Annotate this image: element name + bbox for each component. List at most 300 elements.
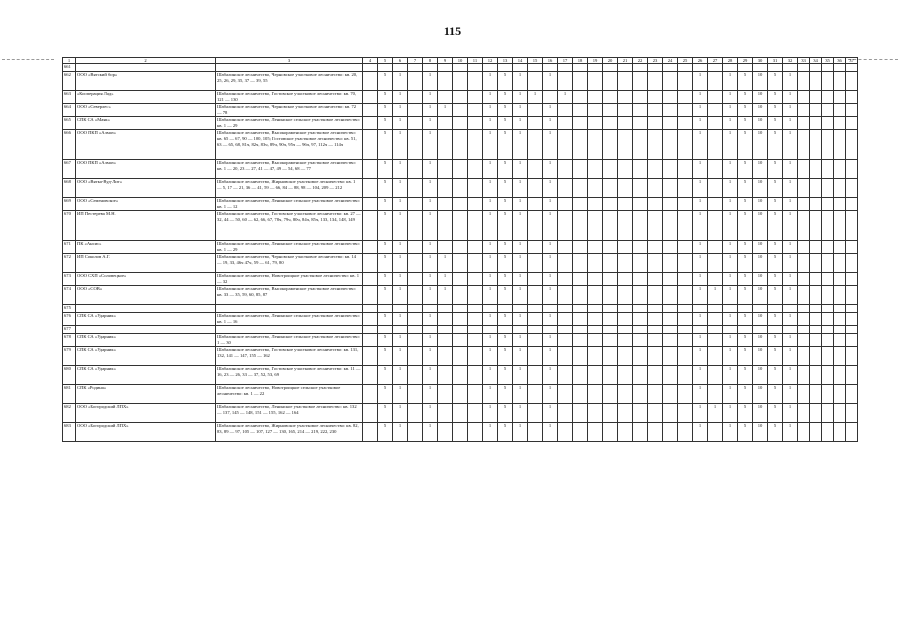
value-cell xyxy=(798,72,810,91)
value-cell xyxy=(834,254,846,273)
value-cell xyxy=(453,286,468,305)
row-number: 677 xyxy=(63,326,76,334)
value-cell xyxy=(648,179,663,198)
value-cell xyxy=(543,305,558,313)
value-cell xyxy=(408,104,423,117)
value-cell: 1 xyxy=(723,385,738,404)
value-cell xyxy=(708,72,723,91)
value-cell: 5 xyxy=(768,347,783,366)
value-cell xyxy=(810,91,822,104)
value-cell xyxy=(834,64,846,72)
value-cell xyxy=(810,286,822,305)
value-cell: 5 xyxy=(738,347,753,366)
value-cell: 1 xyxy=(423,286,438,305)
organization-name: ООО «Богородский ЛПХ» xyxy=(76,423,216,442)
organization-name: ООО «СОВ» xyxy=(76,286,216,305)
value-cell: 5 xyxy=(498,91,513,104)
value-cell xyxy=(708,179,723,198)
value-cell xyxy=(588,404,603,423)
value-cell xyxy=(846,198,858,211)
forestry-description: Шабалинское лесничество, Гостовское участковое лесничество: кв. 27 — 32, 44 — 50, 60 — 62, 66, 67, 78ч, 79ч, 80ч, 84ч, 85ч, 133, 134, 148, 149 xyxy=(216,211,363,241)
value-cell xyxy=(810,179,822,198)
value-cell xyxy=(468,273,483,286)
forestry-description: Шабалинское лесничество, Высокораменское участковое лесничество: кв. 33 — 35, 59, 60, 85, 87 xyxy=(216,286,363,305)
value-cell xyxy=(618,273,633,286)
value-cell: 1 xyxy=(783,273,798,286)
value-cell xyxy=(708,366,723,385)
value-cell: 5 xyxy=(738,313,753,326)
value-cell: 5 xyxy=(498,211,513,241)
value-cell xyxy=(633,179,648,198)
value-cell xyxy=(468,211,483,241)
value-cell xyxy=(678,423,693,442)
value-cell: 1 xyxy=(543,198,558,211)
value-cell xyxy=(834,326,846,334)
value-cell xyxy=(618,254,633,273)
value-cell xyxy=(453,273,468,286)
column-number: 11 xyxy=(468,58,483,64)
value-cell xyxy=(618,211,633,241)
value-cell xyxy=(708,130,723,160)
value-cell xyxy=(588,104,603,117)
table-row xyxy=(63,254,858,273)
forestry-description: Шабалинское лесничество, Ленинское сельское участковое лесничество: кв. 1 — 29 xyxy=(216,117,363,130)
value-cell: 1 xyxy=(723,347,738,366)
value-cell xyxy=(810,313,822,326)
value-cell xyxy=(558,160,573,179)
value-cell: 1 xyxy=(693,334,708,347)
value-cell: 5 xyxy=(768,91,783,104)
value-cell xyxy=(846,313,858,326)
value-cell: 5 xyxy=(378,366,393,385)
value-cell xyxy=(648,286,663,305)
value-cell xyxy=(810,334,822,347)
value-cell: 5 xyxy=(738,179,753,198)
value-cell: 1 xyxy=(513,385,528,404)
value-cell xyxy=(846,366,858,385)
value-cell: 1 xyxy=(393,254,408,273)
value-cell xyxy=(663,241,678,254)
value-cell: 5 xyxy=(768,130,783,160)
value-cell xyxy=(846,286,858,305)
value-cell xyxy=(678,385,693,404)
value-cell: 5 xyxy=(378,91,393,104)
value-cell: 1 xyxy=(783,72,798,91)
value-cell xyxy=(810,347,822,366)
value-cell xyxy=(618,305,633,313)
value-cell xyxy=(408,130,423,160)
value-cell xyxy=(663,385,678,404)
table-row xyxy=(63,179,858,198)
value-cell xyxy=(603,64,618,72)
value-cell: 5 xyxy=(738,366,753,385)
value-cell: 1 xyxy=(393,423,408,442)
value-cell xyxy=(678,241,693,254)
organization-name: ООО «Богородский ЛПХ» xyxy=(76,404,216,423)
value-cell xyxy=(798,347,810,366)
value-cell: 1 xyxy=(483,254,498,273)
value-cell xyxy=(543,64,558,72)
forestry-description: Шабалинское лесничество, Жирновское участковое лесничество: кв. 1 — 5, 17 — 21, 36 — 41, 59 — 66, 84 — 88, 98 — 104, 209 — 212 xyxy=(216,179,363,198)
value-cell: 1 xyxy=(423,254,438,273)
value-cell xyxy=(408,72,423,91)
value-cell: 5 xyxy=(738,286,753,305)
value-cell xyxy=(438,423,453,442)
value-cell xyxy=(663,179,678,198)
value-cell xyxy=(573,130,588,160)
value-cell xyxy=(543,91,558,104)
value-cell xyxy=(633,91,648,104)
value-cell xyxy=(468,104,483,117)
value-cell xyxy=(663,347,678,366)
value-cell xyxy=(648,72,663,91)
value-cell: 1 xyxy=(483,286,498,305)
value-cell xyxy=(468,160,483,179)
value-cell xyxy=(810,198,822,211)
value-cell xyxy=(708,64,723,72)
value-cell: 1 xyxy=(543,404,558,423)
value-cell xyxy=(633,326,648,334)
value-cell xyxy=(822,160,834,179)
table-row xyxy=(63,286,858,305)
value-cell xyxy=(363,254,378,273)
value-cell: 5 xyxy=(768,198,783,211)
table-row xyxy=(63,130,858,160)
table-row xyxy=(63,385,858,404)
organization-name: ООО ПКП «Алмаз» xyxy=(76,130,216,160)
value-cell xyxy=(768,64,783,72)
value-cell xyxy=(648,64,663,72)
value-cell xyxy=(528,254,543,273)
row-number: 683 xyxy=(63,423,76,442)
organization-name: СПК СА «Ударник» xyxy=(76,366,216,385)
value-cell: 1 xyxy=(513,198,528,211)
value-cell: 5 xyxy=(738,211,753,241)
value-cell xyxy=(678,366,693,385)
value-cell xyxy=(573,286,588,305)
value-cell xyxy=(588,117,603,130)
value-cell xyxy=(648,385,663,404)
value-cell xyxy=(810,104,822,117)
value-cell xyxy=(363,385,378,404)
value-cell: 1 xyxy=(693,366,708,385)
value-cell xyxy=(708,211,723,241)
value-cell xyxy=(768,326,783,334)
value-cell xyxy=(618,313,633,326)
value-cell: 1 xyxy=(783,254,798,273)
value-cell xyxy=(573,347,588,366)
value-cell: 5 xyxy=(738,91,753,104)
value-cell: 5 xyxy=(768,286,783,305)
value-cell xyxy=(822,334,834,347)
value-cell xyxy=(678,117,693,130)
value-cell xyxy=(423,305,438,313)
value-cell: 5 xyxy=(498,423,513,442)
value-cell: 5 xyxy=(498,198,513,211)
value-cell xyxy=(798,130,810,160)
value-cell: 1 xyxy=(393,334,408,347)
value-cell: 1 xyxy=(393,313,408,326)
value-cell xyxy=(438,385,453,404)
value-cell xyxy=(453,104,468,117)
value-cell xyxy=(453,179,468,198)
value-cell xyxy=(846,91,858,104)
column-number: 22 xyxy=(633,58,648,64)
table-row xyxy=(63,117,858,130)
value-cell xyxy=(678,305,693,313)
value-cell xyxy=(798,385,810,404)
value-cell xyxy=(633,241,648,254)
value-cell xyxy=(810,160,822,179)
value-cell xyxy=(678,64,693,72)
value-cell xyxy=(573,313,588,326)
value-cell xyxy=(558,254,573,273)
value-cell xyxy=(663,254,678,273)
value-cell xyxy=(438,404,453,423)
value-cell xyxy=(810,211,822,241)
value-cell: 1 xyxy=(483,91,498,104)
table-row xyxy=(63,366,858,385)
value-cell xyxy=(618,334,633,347)
value-cell xyxy=(810,273,822,286)
value-cell xyxy=(834,423,846,442)
value-cell xyxy=(708,326,723,334)
value-cell xyxy=(810,64,822,72)
value-cell: 1 xyxy=(513,423,528,442)
value-cell: 1 xyxy=(393,72,408,91)
value-cell xyxy=(822,130,834,160)
value-cell xyxy=(528,130,543,160)
value-cell xyxy=(453,91,468,104)
value-cell xyxy=(663,313,678,326)
value-cell: 1 xyxy=(708,286,723,305)
value-cell xyxy=(528,404,543,423)
column-number: 10 xyxy=(453,58,468,64)
value-cell: 1 xyxy=(438,286,453,305)
value-cell xyxy=(798,273,810,286)
value-cell xyxy=(438,334,453,347)
row-number: 665 xyxy=(63,117,76,130)
value-cell xyxy=(528,211,543,241)
table-row xyxy=(63,198,858,211)
value-cell xyxy=(663,334,678,347)
value-cell: 1 xyxy=(513,211,528,241)
value-cell xyxy=(363,423,378,442)
organization-name: СПК СА «Ударник» xyxy=(76,347,216,366)
value-cell: 10 xyxy=(753,334,768,347)
value-cell xyxy=(810,241,822,254)
value-cell xyxy=(528,64,543,72)
value-cell: 5 xyxy=(378,423,393,442)
value-cell: 1 xyxy=(423,104,438,117)
value-cell xyxy=(648,313,663,326)
value-cell: 5 xyxy=(768,313,783,326)
column-number: 37 xyxy=(846,58,858,64)
value-cell xyxy=(558,326,573,334)
forestry-description: Шабалинское лесничество, Ленинское сельское участковое лесничество: кв. 1 — 12 xyxy=(216,198,363,211)
value-cell xyxy=(513,305,528,313)
value-cell xyxy=(648,160,663,179)
value-cell xyxy=(798,198,810,211)
value-cell xyxy=(798,160,810,179)
value-cell xyxy=(603,385,618,404)
value-cell xyxy=(798,241,810,254)
left-margin-dash xyxy=(2,59,54,60)
forestry-description: Шабалинское лесничество, Черновское участковое лесничество: кв. 20, 25, 26, 29, 35, 37 — 39, 55 xyxy=(216,72,363,91)
value-cell: 1 xyxy=(513,117,528,130)
value-cell xyxy=(723,326,738,334)
value-cell xyxy=(822,313,834,326)
value-cell xyxy=(678,404,693,423)
value-cell: 1 xyxy=(543,313,558,326)
value-cell xyxy=(753,64,768,72)
value-cell: 1 xyxy=(393,130,408,160)
value-cell: 5 xyxy=(738,160,753,179)
organization-name xyxy=(76,326,216,334)
value-cell xyxy=(408,160,423,179)
value-cell xyxy=(438,241,453,254)
value-cell xyxy=(468,254,483,273)
value-cell xyxy=(822,104,834,117)
value-cell: 1 xyxy=(543,130,558,160)
value-cell xyxy=(468,130,483,160)
value-cell xyxy=(363,313,378,326)
value-cell xyxy=(834,313,846,326)
value-cell: 5 xyxy=(738,334,753,347)
value-cell xyxy=(663,273,678,286)
value-cell xyxy=(648,273,663,286)
value-cell xyxy=(618,385,633,404)
value-cell: 1 xyxy=(723,404,738,423)
value-cell xyxy=(834,347,846,366)
value-cell xyxy=(708,334,723,347)
value-cell xyxy=(558,273,573,286)
value-cell xyxy=(810,72,822,91)
value-cell xyxy=(588,64,603,72)
organization-name: «Кооперация Лад» xyxy=(76,91,216,104)
value-cell xyxy=(708,423,723,442)
value-cell xyxy=(528,117,543,130)
value-cell xyxy=(633,385,648,404)
value-cell: 5 xyxy=(498,286,513,305)
value-cell xyxy=(822,254,834,273)
value-cell xyxy=(408,286,423,305)
value-cell xyxy=(573,91,588,104)
value-cell xyxy=(378,64,393,72)
table-row xyxy=(63,334,858,347)
value-cell xyxy=(408,91,423,104)
column-number: 4 xyxy=(363,58,378,64)
value-cell: 1 xyxy=(543,334,558,347)
value-cell xyxy=(678,211,693,241)
value-cell: 1 xyxy=(393,366,408,385)
value-cell xyxy=(438,91,453,104)
row-number: 664 xyxy=(63,104,76,117)
value-cell: 10 xyxy=(753,273,768,286)
value-cell xyxy=(678,273,693,286)
forestry-description: Шабалинское лесничество, Гостовское участковое лесничество: кв. 11 — 16, 23 — 26, 33 — 37, 52, 53, 69 xyxy=(216,366,363,385)
value-cell xyxy=(438,211,453,241)
value-cell xyxy=(603,366,618,385)
value-cell: 1 xyxy=(723,130,738,160)
value-cell xyxy=(603,104,618,117)
value-cell: 1 xyxy=(423,273,438,286)
value-cell: 5 xyxy=(738,117,753,130)
value-cell: 1 xyxy=(543,286,558,305)
value-cell xyxy=(846,117,858,130)
value-cell xyxy=(603,211,618,241)
value-cell xyxy=(618,160,633,179)
value-cell: 1 xyxy=(723,104,738,117)
value-cell: 5 xyxy=(768,211,783,241)
value-cell xyxy=(573,104,588,117)
value-cell: 1 xyxy=(393,179,408,198)
value-cell: 5 xyxy=(498,347,513,366)
value-cell: 5 xyxy=(498,160,513,179)
value-cell: 5 xyxy=(768,273,783,286)
value-cell xyxy=(648,91,663,104)
value-cell: 1 xyxy=(483,198,498,211)
value-cell: 1 xyxy=(513,404,528,423)
column-number: 13 xyxy=(498,58,513,64)
forestry-description xyxy=(216,305,363,313)
value-cell xyxy=(618,179,633,198)
column-number: 34 xyxy=(810,58,822,64)
value-cell xyxy=(363,130,378,160)
value-cell: 1 xyxy=(513,254,528,273)
value-cell: 5 xyxy=(378,273,393,286)
value-cell xyxy=(438,64,453,72)
value-cell xyxy=(408,334,423,347)
value-cell xyxy=(468,72,483,91)
value-cell: 1 xyxy=(723,160,738,179)
value-cell xyxy=(663,366,678,385)
value-cell xyxy=(453,64,468,72)
value-cell xyxy=(393,64,408,72)
value-cell: 1 xyxy=(483,385,498,404)
value-cell: 1 xyxy=(513,72,528,91)
table-row xyxy=(63,313,858,326)
organization-name: СПК СА «Ударник» xyxy=(76,313,216,326)
value-cell: 5 xyxy=(498,72,513,91)
value-cell xyxy=(468,286,483,305)
value-cell xyxy=(528,179,543,198)
forestry-description: Шабалинское лесничество, Новотроицкое сельское участковое лесничество: кв. 1 — 22 xyxy=(216,385,363,404)
value-cell xyxy=(558,179,573,198)
value-cell xyxy=(783,326,798,334)
value-cell: 1 xyxy=(693,273,708,286)
value-cell: 1 xyxy=(483,117,498,130)
value-cell xyxy=(678,313,693,326)
table-row xyxy=(63,423,858,442)
value-cell xyxy=(846,254,858,273)
value-cell xyxy=(648,254,663,273)
column-number: 1 xyxy=(63,58,76,64)
value-cell xyxy=(498,305,513,313)
value-cell: 10 xyxy=(753,72,768,91)
value-cell xyxy=(798,179,810,198)
value-cell: 1 xyxy=(543,254,558,273)
forestry-description: Шабалинское лесничество, Новотроицкое участковое лесничество: кв. 1 — 32 xyxy=(216,273,363,286)
column-number: 24 xyxy=(663,58,678,64)
organization-name xyxy=(76,305,216,313)
value-cell: 5 xyxy=(378,254,393,273)
value-cell xyxy=(810,254,822,273)
value-cell xyxy=(483,305,498,313)
forestry-description: Шабалинское лесничество, Гостовское участковое лесничество: кв. 131, 132, 141 — 147, 155 — 162 xyxy=(216,347,363,366)
value-cell xyxy=(633,160,648,179)
value-cell xyxy=(468,347,483,366)
